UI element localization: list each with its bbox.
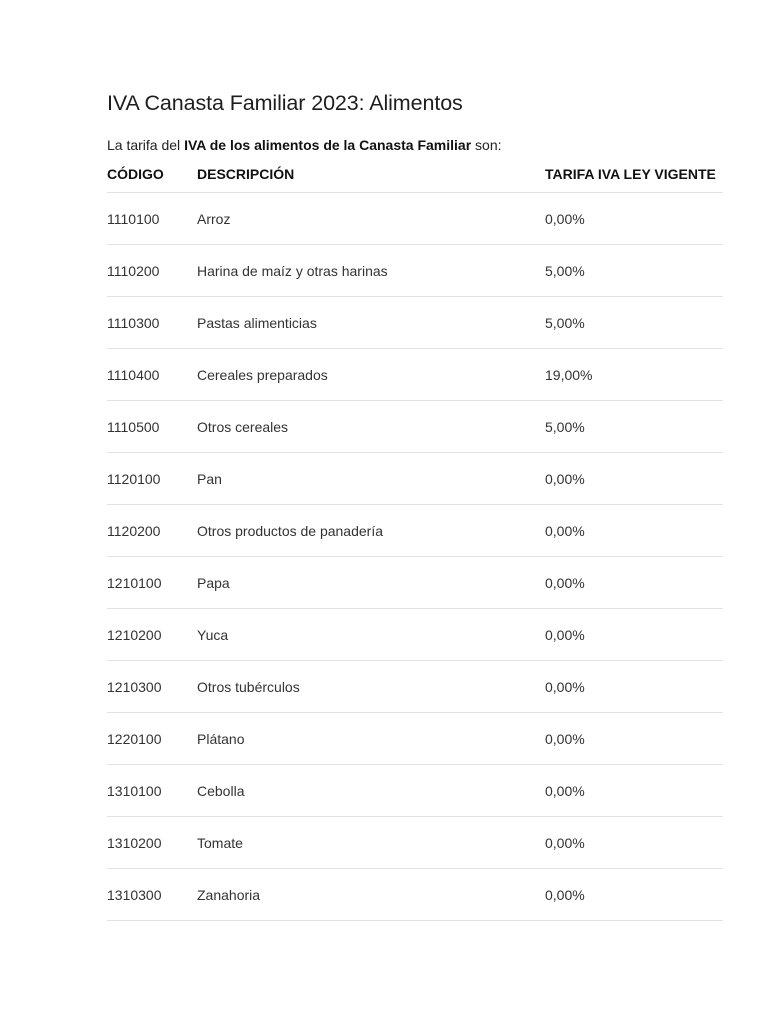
table-row — [107, 765, 723, 817]
table-row — [107, 505, 723, 557]
cell-code: 1310100 — [107, 765, 197, 817]
cell-rate: 5,00% — [545, 401, 723, 453]
cell-description: Tomate — [197, 817, 545, 869]
cell-description: Cebolla — [197, 765, 545, 817]
table-row — [107, 401, 723, 453]
cell-code: 1120100 — [107, 453, 197, 505]
cell-description: Otros productos de panadería — [197, 505, 545, 557]
cell-description: Otros tubérculos — [197, 661, 545, 713]
cell-code: 1210300 — [107, 661, 197, 713]
cell-rate: 0,00% — [545, 193, 723, 245]
cell-description: Plátano — [197, 713, 545, 765]
cell-description: Pastas alimenticias — [197, 297, 545, 349]
table-row — [107, 557, 723, 609]
cell-description: Papa — [197, 557, 545, 609]
cell-description: Zanahoria — [197, 869, 545, 921]
cell-code: 1110100 — [107, 193, 197, 245]
page-title: IVA Canasta Familiar 2023: Alimentos — [107, 91, 463, 115]
intro-bold: IVA de los alimentos de la Canasta Familiar — [184, 137, 472, 153]
cell-rate: 5,00% — [545, 297, 723, 349]
cell-code: 1110500 — [107, 401, 197, 453]
cell-code: 1210200 — [107, 609, 197, 661]
cell-rate: 0,00% — [545, 557, 723, 609]
cell-rate: 0,00% — [545, 505, 723, 557]
cell-description: Pan — [197, 453, 545, 505]
cell-rate: 0,00% — [545, 869, 723, 921]
table-row — [107, 661, 723, 713]
intro-suffix: son: — [471, 137, 502, 153]
cell-description: Yuca — [197, 609, 545, 661]
intro-text — [107, 137, 502, 153]
cell-rate: 0,00% — [545, 453, 723, 505]
table-row — [107, 817, 723, 869]
cell-code: 1210100 — [107, 557, 197, 609]
header-row — [107, 155, 723, 193]
iva-table — [107, 155, 723, 921]
cell-description: Cereales preparados — [197, 349, 545, 401]
header-description: DESCRIPCIÓN — [197, 155, 545, 193]
cell-description: Arroz — [197, 193, 545, 245]
cell-code: 1110400 — [107, 349, 197, 401]
cell-rate: 19,00% — [545, 349, 723, 401]
cell-code: 1120200 — [107, 505, 197, 557]
cell-rate: 0,00% — [545, 817, 723, 869]
table-row — [107, 609, 723, 661]
cell-rate: 0,00% — [545, 609, 723, 661]
cell-rate: 0,00% — [545, 713, 723, 765]
cell-code: 1220100 — [107, 713, 197, 765]
intro-prefix: La tarifa del — [107, 137, 185, 153]
table-header — [107, 155, 723, 193]
cell-rate: 0,00% — [545, 661, 723, 713]
cell-description: Otros cereales — [197, 401, 545, 453]
cell-code: 1310300 — [107, 869, 197, 921]
header-code: CÓDIGO — [107, 155, 197, 193]
cell-description: Harina de maíz y otras harinas — [197, 245, 545, 297]
table-row — [107, 297, 723, 349]
cell-rate: 5,00% — [545, 245, 723, 297]
cell-code: 1310200 — [107, 817, 197, 869]
table-row — [107, 193, 723, 245]
cell-code: 1110200 — [107, 245, 197, 297]
table-row — [107, 713, 723, 765]
table-body — [107, 193, 723, 921]
table-row — [107, 869, 723, 921]
cell-rate: 0,00% — [545, 765, 723, 817]
cell-code: 1110300 — [107, 297, 197, 349]
header-rate: TARIFA IVA LEY VIGENTE — [545, 155, 723, 193]
table-row — [107, 453, 723, 505]
table-row — [107, 349, 723, 401]
table-row — [107, 245, 723, 297]
